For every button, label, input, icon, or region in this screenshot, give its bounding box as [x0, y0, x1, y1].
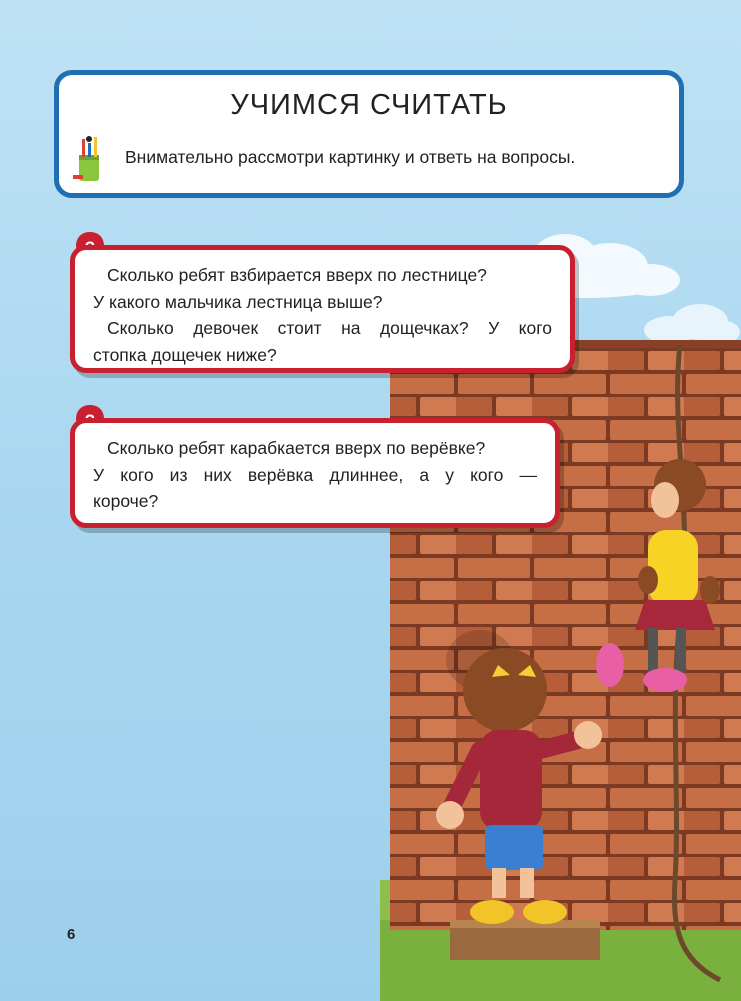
question-line: У кого из них верёвка длиннее, а у кого —	[93, 464, 537, 485]
question-line: Сколько девочек стоит на дощечках? У кого	[107, 318, 552, 338]
page-number: 6	[67, 926, 76, 943]
question-line: У какого мальчика лестница выше?	[93, 291, 383, 312]
question-box-1	[70, 245, 575, 373]
pencil-cup-icon	[73, 135, 105, 185]
question-line: стопка дощечек ниже?	[93, 344, 277, 365]
question-line: Сколько ребят взбирается вверх по лестнице?	[107, 265, 487, 285]
question-box-2	[70, 418, 560, 528]
question-line: Сколько ребят карабкается вверх по верёвке?	[107, 438, 486, 458]
brick-wall-illustration	[380, 280, 741, 1001]
page-title: УЧИМСЯ СЧИТАТЬ	[230, 89, 508, 121]
instruction-text: Внимательно рассмотри картинку и ответь на вопросы.	[125, 147, 576, 167]
question-line: короче?	[93, 491, 159, 511]
header-box	[54, 70, 684, 198]
